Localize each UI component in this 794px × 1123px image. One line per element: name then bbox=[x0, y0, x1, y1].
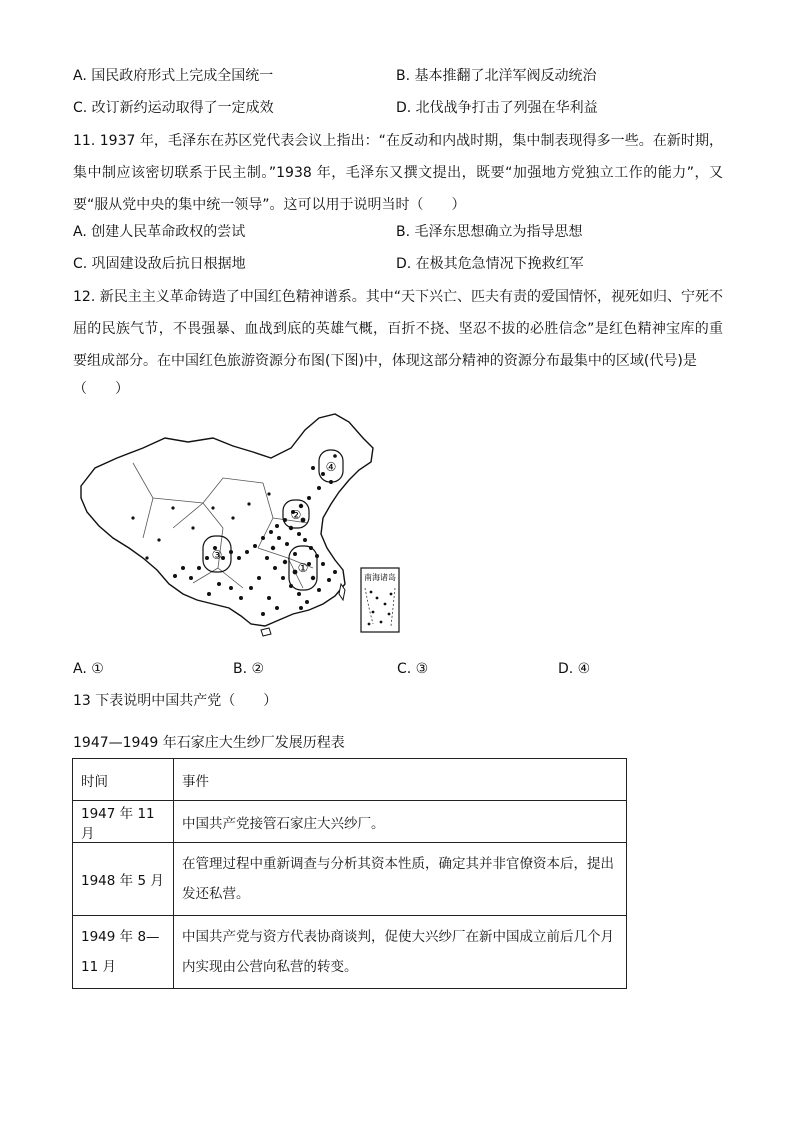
row-1-event: 中国共产党接管石家庄大兴纱厂。 bbox=[174, 801, 627, 843]
header-time: 时间 bbox=[73, 759, 174, 801]
row-3-event: 中国共产党与资方代表协商谈判，促使大兴纱厂在新中国成立前后几个月内实现由公营向私营的转变。 bbox=[174, 916, 627, 989]
q12-options-row bbox=[73, 658, 733, 680]
region-3-label: ③ bbox=[211, 548, 223, 562]
q11-option-a[interactable]: A. 创建人民革命政权的尝试 bbox=[73, 224, 246, 240]
q11-stem-text: 11. 1937 年，毛泽东在苏区党代表会议上指出：“在反动和内战时期，集中制表现得多一些。在新时期，集中制应该密切联系于民主制。”1938 年，毛泽东又撰文提出，既要“加强地方党独立工作的能力”，又要“服从党中央的集中统一领导”。这可以用于说明当时（ ） bbox=[73, 133, 723, 213]
q12-stem-text: 12. 新民主主义革命铸造了中国红色精神谱系。其中“天下兴亡、匹夫有责的爱国情怀，视死如归、宁死不屈的民族气节，不畏强暴、血战到底的英雄气概，百折不挠、坚忍不拔的必胜信念”是红色精神宝库的重要组成部分。在中国红色旅游资源分布图(下图)中，体现这部分精神的资源分布最集中的区域(代号)是 bbox=[73, 289, 723, 369]
q11-options-row-2 bbox=[73, 253, 733, 275]
header-event: 事件 bbox=[174, 759, 627, 801]
row-3-time-a: 1949 年 8— bbox=[81, 929, 160, 945]
row-1-time: 1947 年 11 月 bbox=[73, 801, 174, 843]
q13-stem-row bbox=[73, 690, 733, 712]
q10-options-row-2 bbox=[73, 97, 733, 119]
region-2-label: ② bbox=[290, 508, 302, 522]
q10-option-b[interactable]: B. 基本推翻了北洋军阀反动统治 bbox=[396, 68, 597, 84]
china-red-tourism-map bbox=[73, 408, 413, 640]
q10-option-a[interactable]: A. 国民政府形式上完成全国统一 bbox=[73, 68, 274, 84]
row-3-time-b: 11 月 bbox=[81, 959, 116, 975]
region-1-label: ① bbox=[297, 561, 309, 575]
q13-stem: 13 下表说明中国共产党（ ） bbox=[73, 693, 278, 709]
q11-options-row-1 bbox=[73, 221, 733, 243]
q11-option-c[interactable]: C. 巩固建设敌后抗日根据地 bbox=[73, 256, 246, 272]
hainan-island bbox=[261, 628, 271, 636]
q11-option-d[interactable]: D. 在极其危急情况下挽救红军 bbox=[396, 256, 584, 272]
q10-option-d[interactable]: D. 北伐战争打击了列强在华利益 bbox=[396, 100, 598, 116]
row-2-time: 1948 年 5 月 bbox=[73, 843, 174, 916]
q10-option-c[interactable]: C. 改订新约运动取得了一定成效 bbox=[73, 100, 274, 116]
china-mainland-outline bbox=[81, 414, 373, 626]
region-4-label: ④ bbox=[325, 460, 337, 474]
q12-stem bbox=[73, 281, 723, 377]
table-header-row bbox=[73, 759, 627, 801]
table-row bbox=[73, 843, 627, 916]
table-row bbox=[73, 916, 627, 989]
q13-table-caption: 1947—1949 年石家庄大生纱厂发展历程表 bbox=[73, 735, 345, 751]
q13-history-table bbox=[72, 758, 627, 989]
q10-options-row-1 bbox=[73, 65, 733, 87]
q12-option-b[interactable]: B. ② bbox=[233, 661, 265, 677]
row-3-time bbox=[73, 916, 174, 989]
q12-answer-paren: （ ） bbox=[73, 381, 129, 397]
q12-option-c[interactable]: C. ③ bbox=[397, 661, 429, 677]
inset-label: 南海诸岛 bbox=[364, 573, 396, 582]
row-2-event: 在管理过程中重新调查与分析其资本性质，确定其并非官僚资本后，提出发还私营。 bbox=[174, 843, 627, 916]
q11-stem bbox=[73, 125, 723, 221]
q12-option-a[interactable]: A. ① bbox=[73, 661, 104, 677]
table-row bbox=[73, 801, 627, 843]
q11-option-b[interactable]: B. 毛泽东思想确立为指导思想 bbox=[396, 224, 583, 240]
q12-option-d[interactable]: D. ④ bbox=[558, 661, 591, 677]
